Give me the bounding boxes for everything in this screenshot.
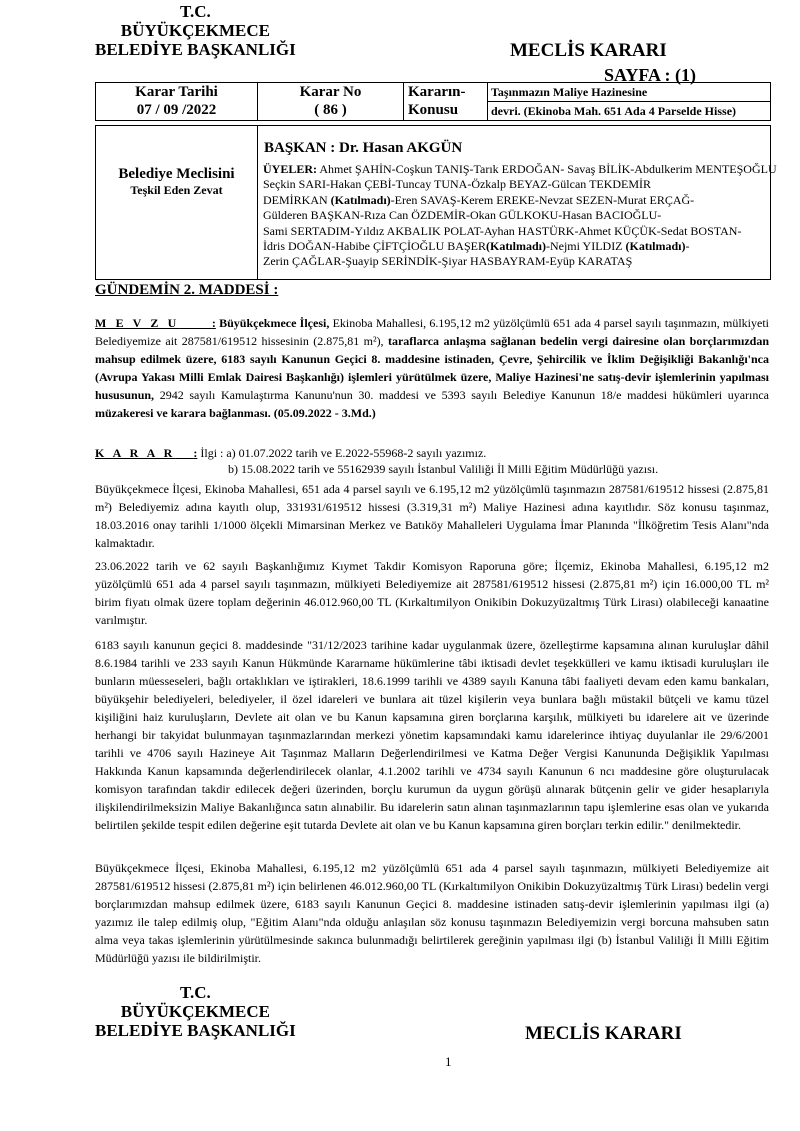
decision-meta-table	[95, 82, 771, 121]
karar-label: K A R A R	[95, 446, 176, 460]
subject-label-cell	[404, 83, 488, 121]
ilgi-b: b) 15.08.2022 tarih ve 55162939 sayılı İstanbul Valiliği İl Milli Eğitim Müdürlüğü yazısı.	[228, 462, 659, 476]
council-box	[95, 125, 777, 280]
decision-no-label: Karar No	[299, 84, 362, 100]
member-line: Seçkin SARI-Hakan ÇEBİ-Tuncay TUNA-Özkalp BEYAZ-Gülcan TEKDEMİR	[263, 177, 652, 192]
decision-paragraph-3: 6183 sayılı kanunun geçici 8. maddesinde "31/12/2023 tarihine kadar uygulanmak üzere, özelleştirme kapsamına alınan kuruluşlar dâhil 8.6.1984 tarihli ve 233 sayılı Kanun Hükmünde Kararname hükümlerine tâbi iktisadi devlet teşekkülleri ve kamu iktisadi kuruluşları ile bunların müesseseleri, bağlı ortaklıkları ve iştirakleri, 18.6.1999 tarihli ve 4389 sayılı Kanuna tâbi faaliyeti devam eden kamu bankaları, büyükşehir belediyeleri, belediyeler, il özel idareleri ve bunlara ait tüzel kişilerin veya bunlara bağlı müstakil bütçeli ve kamu tüzel kişiliğini haiz kuruluşların, Devlete ait olan ve bu Kanun kapsamına giren borçlarına karşılık, mülkiyeti bu idarelere ait ve üzerinde herhangi bir takyidat bulunmayan taşınmazlarından merkezi yönetim kapsamındaki kamu idarelerince ihtiyaç duyulanlar ile 29/6/2001 tarihli ve 4706 sayılı Hazineye Ait Taşınmaz Malların Değerlendirilmesi ve Katma Değer Vergisi Kanununda Değişiklik Yapılması Hakkında Kanun kapsamında değerlendirilecek olanlar, 4.1.2002 tarihli ve 4734 sayılı Kanunun 6 ncı maddesine göre oluşturulacak komisyon tarafından takdir edilecek değeri üzerinden, borçlu kurumun da uygun görüşü alınarak bütçenin gelir ve gider hesaplarıyla ilişkilendirilmeksizin Maliye Bakanlığınca satın alınabilir. Bu idarelerin satın alınan taşınmazlarının tapu işlemlerine esas olan ve yukarıda belirtilen şekilde tespit edilen değerine eşit tutarda Devlete ait olan ve bu Kanun kapsamına giren borçları terkin edilir." denilmektedir.	[95, 638, 769, 832]
decision-no-value: ( 86 )	[314, 102, 347, 118]
mevzu-paragraph: M E V Z U : Büyükçekmece İlçesi, Ekinoba Mahallesi, 6.195,12 m2 yüzölçümlü 651 ada 4 parsel sayılı taşınmazın, mülkiyeti Belediyemize ait 287581/619512 hissesinin (2.875,81 m²), taraflarca anlaşma sağlanan bedelin vergi dairesine olan borçlarımızdan mahsup edilmek üzere, 6183 sayılı Kanunun Geçici 8. maddesine istinaden, Çevre, Şehircilik ve İklim Değişikliği Bakanlığı'nca (Avrupa Yakası Milli Emlak Dairesi Başkanlığı) işlemleri yürütülmek üzere, Maliye Hazinesi'ne satış-devir işlemlerinin yapılması hususunun, 2942 sayılı Kamulaştırma Kanunu'nun 30. maddesi ve 5393 sayılı Belediye Kanunun 18/e maddesi hükümleri uyarınca müzakeresi ve karara bağlanması. (05.09.2022 - 3.Md.)	[95, 316, 769, 420]
header-tc: T.C.	[179, 2, 211, 21]
decision-date-cell	[96, 83, 258, 121]
subject-line-1: Taşınmazın Maliye Hazinesine	[488, 83, 770, 102]
ilgi-a: İlgi : a) 01.07.2022 tarih ve E.2022-55968-2 sayılı yazımız.	[197, 446, 487, 460]
footer-doc-type: MECLİS KARARI	[525, 1023, 682, 1044]
subject-label-1: Kararın-	[408, 84, 466, 100]
decision-paragraph-2: 23.06.2022 tarih ve 62 sayılı Başkanlığımız Kıymet Takdir Komisyon Raporuna göre; İlçemiz, Ekinoba Mahallesi, 6.195,12 m2 yüzölçümlü 651 ada 4 parsel sayılı taşınmazın, mülkiyeti Belediyemize ait 287581/619512 hissesi (2.875,81 m²) için 16.000,00 TL m² birim fiyatı olmak üzere toplam değerinin 46.012.960,00 TL (Kırkaltımilyon Onikibin Dokuzyüzaltmış Türk Lirası) olabileceği kanaatine varılmıştır.	[95, 559, 769, 627]
header-institution: BELEDİYE BAŞKANLIĞI	[95, 40, 296, 59]
footer-city: BÜYÜKÇEKMECE	[120, 1002, 270, 1021]
member-line: DEMİRKAN (Katılmadı)-Eren SAVAŞ-Kerem EREKE-Nevzat SEZEN-Murat ERÇAĞ-	[263, 192, 695, 207]
decision-paragraph-4: Büyükçekmece İlçesi, Ekinoba Mahallesi, 6.195,12 m2 yüzölçümlü 651 ada 4 parsel sayılı taşınmazın, mülkiyeti Belediyemize ait 287581/619512 hissesi (2.875,81 m²) için belirlenen 46.012.960,00 TL (Kırkaltımilyon Onikibin Dokuzyüzaltmış Türk Lirası) bedelin vergi borçlarımızdan mahsup edilmek üzere, 6183 sayılı Kanunun Geçici 8. maddesine istinaden satış-devir işlemlerinin yapılması ilgi (a) yazımız ile talep edilmiş olup, "Eğitim Alanı"nda olduğu anlaşılan söz konusu taşınmazın Belediyemizin vergi borcuna mahsuben satın alma veya takas işlemlerinin yürütülmesinde sakınca bulunmadığı belirtilerek gereğinin yapılması ilgi (b) İstanbul Valiliği İl Milli Eğitim Müdürlüğü yazısı ile bildirilmiştir.	[95, 861, 769, 965]
council-president: BAŞKAN : Dr. Hasan AKGÜN	[264, 140, 463, 156]
subject-value-cell	[488, 83, 771, 121]
member-line: Zerin ÇAĞLAR-Şuayip SERİNDİK-Şiyar HASBAYRAM-Eyüp KARATAŞ	[263, 254, 633, 269]
member-line: ÜYELER: Ahmet ŞAHİN-Coşkun TANIŞ-Tarık ERDOĞAN- Savaş BİLİK-Abdulkerim MENTEŞOĞLU	[263, 162, 777, 176]
council-divider	[257, 126, 258, 279]
subject-line-2: devri. (Ekinoba Mah. 651 Ada 4 Parselde Hisse)	[491, 104, 737, 118]
council-label	[96, 166, 257, 198]
page-indicator: SAYFA : (1)	[604, 65, 697, 85]
agenda-title: GÜNDEMİN 2. MADDESİ :	[95, 282, 279, 298]
council-members	[263, 162, 777, 270]
council-title: Belediye Meclisini	[118, 166, 235, 182]
members-label: ÜYELER:	[263, 162, 318, 176]
doc-type-title: MECLİS KARARI	[510, 40, 667, 61]
footer-block	[95, 983, 296, 1040]
member-line: İdris DOĞAN-Habibe ÇİFTÇİOĞLU BAŞER(Katılmadı)-Nejmi YILDIZ (Katılmadı)-	[263, 239, 690, 254]
decision-paragraph-1: Büyükçekmece İlçesi, Ekinoba Mahallesi, 651 ada 4 parsel sayılı ve 6.195,12 m2 yüzölçümlü taşınmazın 287581/619512 hissesi (2.875,81 m²) Belediyemiz adına kayıtlı olup, 331931/619512 hissesi (3.319,31 m²) Maliye Hazinesi adına kayıtlıdır. Söz konusu taşınmaz, 18.03.2016 onay tarihli 1/1000 ölçekli Mimarsinan Merkez ve Batıköy Mahalleleri Uygulama İmar Planında "İlköğretim Tesis Alanı"nda kalmaktadır.	[95, 482, 769, 550]
decision-no-cell	[258, 83, 404, 121]
header-city: BÜYÜKÇEKMECE	[120, 21, 270, 40]
council-subtitle: Teşkil Eden Zevat	[130, 183, 223, 197]
subject-label-2: Konusu	[408, 102, 459, 118]
decision-date-value: 07 / 09 /2022	[136, 102, 217, 118]
karar-heading: K A R A R : İlgi : a) 01.07.2022 tarih ve E.2022-55968-2 sayılı yazımız.	[95, 446, 487, 460]
footer-institution: BELEDİYE BAŞKANLIĞI	[95, 1021, 296, 1040]
member-line: Gülderen BAŞKAN-Rıza Can ÖZDEMİR-Okan GÜLKOKU-Hasan BACIOĞLU-	[263, 208, 662, 223]
mevzu-label: M E V Z U	[95, 316, 180, 330]
member-line: Sami SERTADIM-Yıldız AKBALIK POLAT-Ayhan HASTÜRK-Ahmet KÜÇÜK-Sedat BOSTAN-	[263, 223, 742, 238]
page-number: 1	[445, 1054, 452, 1069]
decision-date-label: Karar Tarihi	[135, 84, 218, 100]
footer-tc: T.C.	[179, 983, 211, 1002]
header-block	[95, 2, 296, 59]
